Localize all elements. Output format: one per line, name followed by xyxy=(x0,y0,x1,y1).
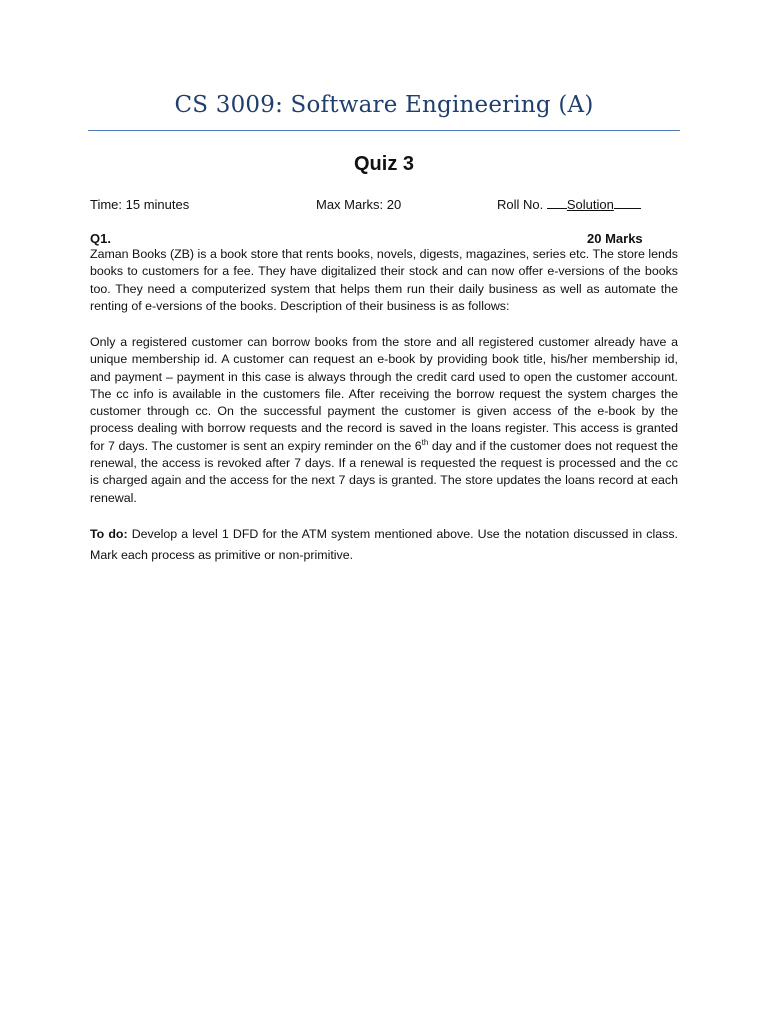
ordinal-suffix: th xyxy=(421,437,429,447)
time-label: Time: 15 minutes xyxy=(90,197,190,212)
roll-label: Roll No. xyxy=(497,197,547,212)
roll-pad-right xyxy=(614,196,641,209)
description-text-part2: day and if the customer does not request the renewal, the access is revoked after 7 days. If a renewal is requested the request is processed and the cc is charged again and the access for the next 7 days is granted. The store updates the loans record at each renewal. xyxy=(90,438,678,505)
roll-number xyxy=(497,196,641,213)
todo-label: To do: xyxy=(90,527,128,541)
roll-value: Solution xyxy=(566,197,614,212)
course-title: CS 3009: Software Engineering (A) xyxy=(174,92,594,118)
max-marks-label: Max Marks: 20 xyxy=(316,197,402,212)
todo-text: Develop a level 1 DFD for the ATM system mentioned above. Use the notation discussed in class. Mark each process as primitive or non-primitive. xyxy=(90,527,678,562)
title-divider xyxy=(88,130,680,131)
question-paragraph-intro: Zaman Books (ZB) is a book store that rents books, novels, digests, magazines, series etc. The store lends books to customers for a fee. They have digitalized their stock and can now offer e-versions of the books too. They need a computerized system that helps them run their daily business as well as automate the renting of e-versions of the books. Description of their business is as follows: xyxy=(90,247,678,313)
description-text-part1: Only a registered customer can borrow books from the store and all registered customer already have a unique membership id. A customer can request an e-book by providing book title, his/her membership id, and payment – payment in this case is always through the credit card used to open the customer account. The cc info is available in the customers file. After receiving the borrow request the system charges the customer through cc. On the successful payment the customer is given access of the e-book by the process dealing with borrow requests and the record is saved in the loans register. This access is granted for 7 days. The customer is sent an expiry reminder on the 6 xyxy=(90,335,678,453)
roll-pad-left xyxy=(547,196,567,209)
quiz-title: Quiz 3 xyxy=(353,153,414,175)
question-paragraph-description xyxy=(90,334,678,507)
question-marks: 20 Marks xyxy=(587,231,643,246)
question-number: Q1. xyxy=(90,231,111,246)
todo-instruction xyxy=(90,524,678,565)
